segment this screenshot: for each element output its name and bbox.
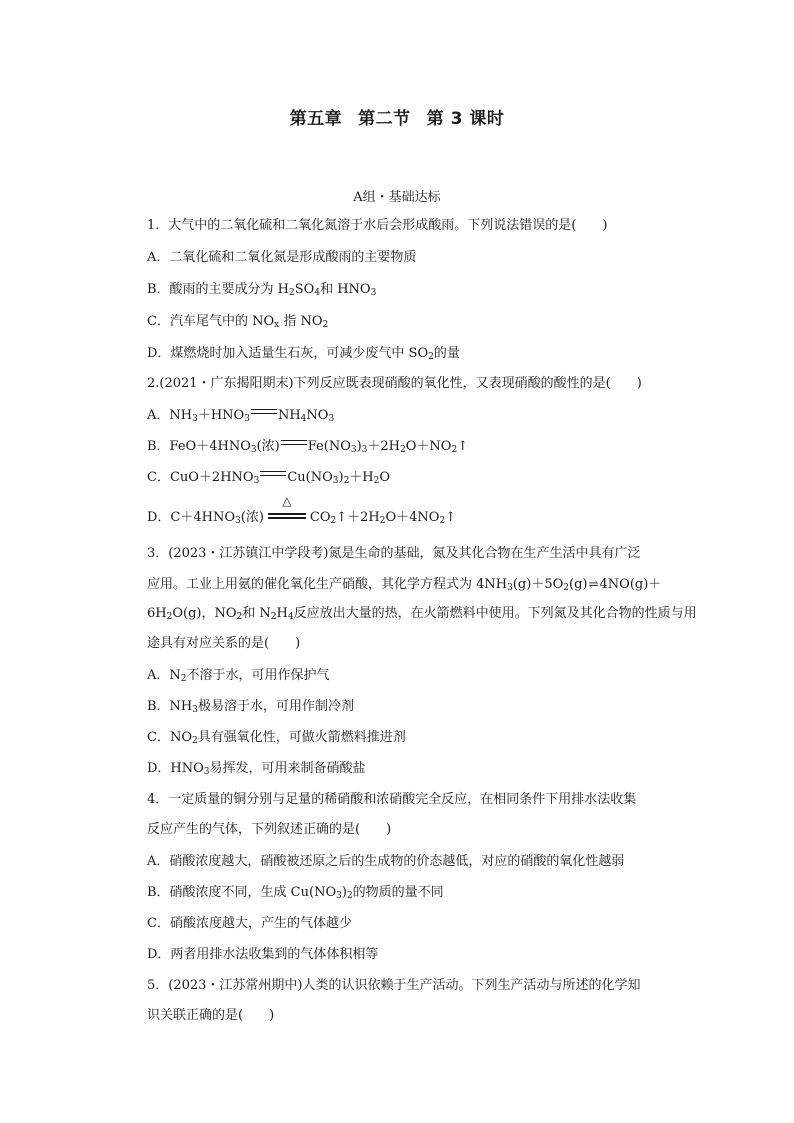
reversible-arrow: ⇌ — [588, 577, 599, 591]
q2-option-a: A．$NH_3+HNO_3$ $NH_4NO_3$ — [147, 408, 335, 424]
lesson-label: 第 3 课时 — [426, 109, 505, 129]
q4-option-b: B．硝酸浓度不同，生成 $Cu(NO_3)_2$的物质的量不同 — [147, 885, 444, 901]
page-title — [0, 104, 794, 129]
q1-option-b: B．酸雨的主要成分为 $H_2SO_4$和 $HNO_3$ — [147, 282, 377, 298]
q4-line-1: 4．一定质量的铜分别与足量的稀硝酸和浓硝酸完全反应，在相同条件下用排水法收集 — [147, 792, 637, 807]
q3-option-a: A．$N_2$不溶于水，可用作保护气 — [147, 668, 330, 684]
equals-sign — [251, 406, 277, 418]
q1-option-d: D．煤燃烧时加入适量生石灰，可减少废气中 $SO_2$的量 — [147, 346, 460, 362]
section-label: 第二节 — [358, 109, 411, 129]
q3-line-3: $6H_2O(g)$，$NO_2$和 $N_2H_4$反应放出大量的热，在火箭燃料中使用。下列氮及其化合物的性质与用 — [147, 606, 697, 622]
q3-line-4: 途具有对应关系的是( ) — [147, 636, 301, 651]
group-title: A组・基础达标 — [353, 190, 441, 205]
equals-sign — [260, 468, 286, 480]
q5-line-1: 5．(2023・江苏常州期中)人类的认识依赖于生产活动。下列生产活动与所述的化学知 — [147, 978, 641, 993]
q4-option-c: C．硝酸浓度越大，产生的气体越少 — [147, 916, 352, 931]
q4-line-2: 反应产生的气体，下列叙述正确的是( ) — [147, 822, 392, 837]
q5-line-2: 识关联正确的是( ) — [147, 1008, 275, 1023]
q4-option-a: A．硝酸浓度越大，硝酸被还原之后的生成物的价态越低，对应的硝酸的氧化性越弱 — [147, 854, 625, 869]
q2-option-d: D．$C+4HNO_3$(浓) △ $CO_2↑+2H_2O+4NO_2↑$ — [147, 494, 457, 526]
equals-sign — [281, 437, 307, 449]
q2-option-c: C．$CuO+2HNO_3$ $Cu(NO_3)_2+H_2O$ — [147, 470, 391, 486]
q1-stem: 1．大气中的二氧化硫和二氧化氮溶于水后会形成酸雨。下列说法错误的是( ) — [147, 218, 608, 233]
q3-option-d: D．$HNO_3$易挥发，可用来制备硝酸盐 — [147, 761, 366, 777]
q3-option-b: B．$NH_3$极易溶于水，可用作制冷剂 — [147, 699, 355, 715]
q1-option-c: C．汽车尾气中的 $NO_x$ 指 $NO_2$ — [147, 314, 329, 330]
q1-option-a: A．二氧化硫和二氧化氮是形成酸雨的主要物质 — [147, 250, 417, 265]
q3-line-1: 3．(2023・江苏镇江中学段考)氮是生命的基础，氮及其化合物在生产生活中具有广泛 — [147, 546, 641, 561]
q4-option-d: D．两者用排水法收集到的气体体积相等 — [147, 947, 379, 962]
heating-condition: △ — [268, 505, 306, 525]
q3-option-c: C．$NO_2$具有强氧化性，可做火箭燃料推进剂 — [147, 730, 406, 746]
q2-option-b: B．$FeO+4HNO_3$(浓) $Fe(NO_3)_3+2H_2O+NO_2↑$ — [147, 439, 469, 455]
q2-stem: 2.(2021・广东揭阳期末)下列反应既表现硝酸的氧化性，又表现硝酸的酸性的是( ) — [147, 376, 642, 391]
chapter-label: 第五章 — [289, 109, 343, 129]
q3-line-2: 应用。工业上用氨的催化氧化生产硝酸，其化学方程式为 $4NH_3(g)+5O_2(g)\rightleftharpoons 4NO(g)+$ — [147, 574, 661, 595]
